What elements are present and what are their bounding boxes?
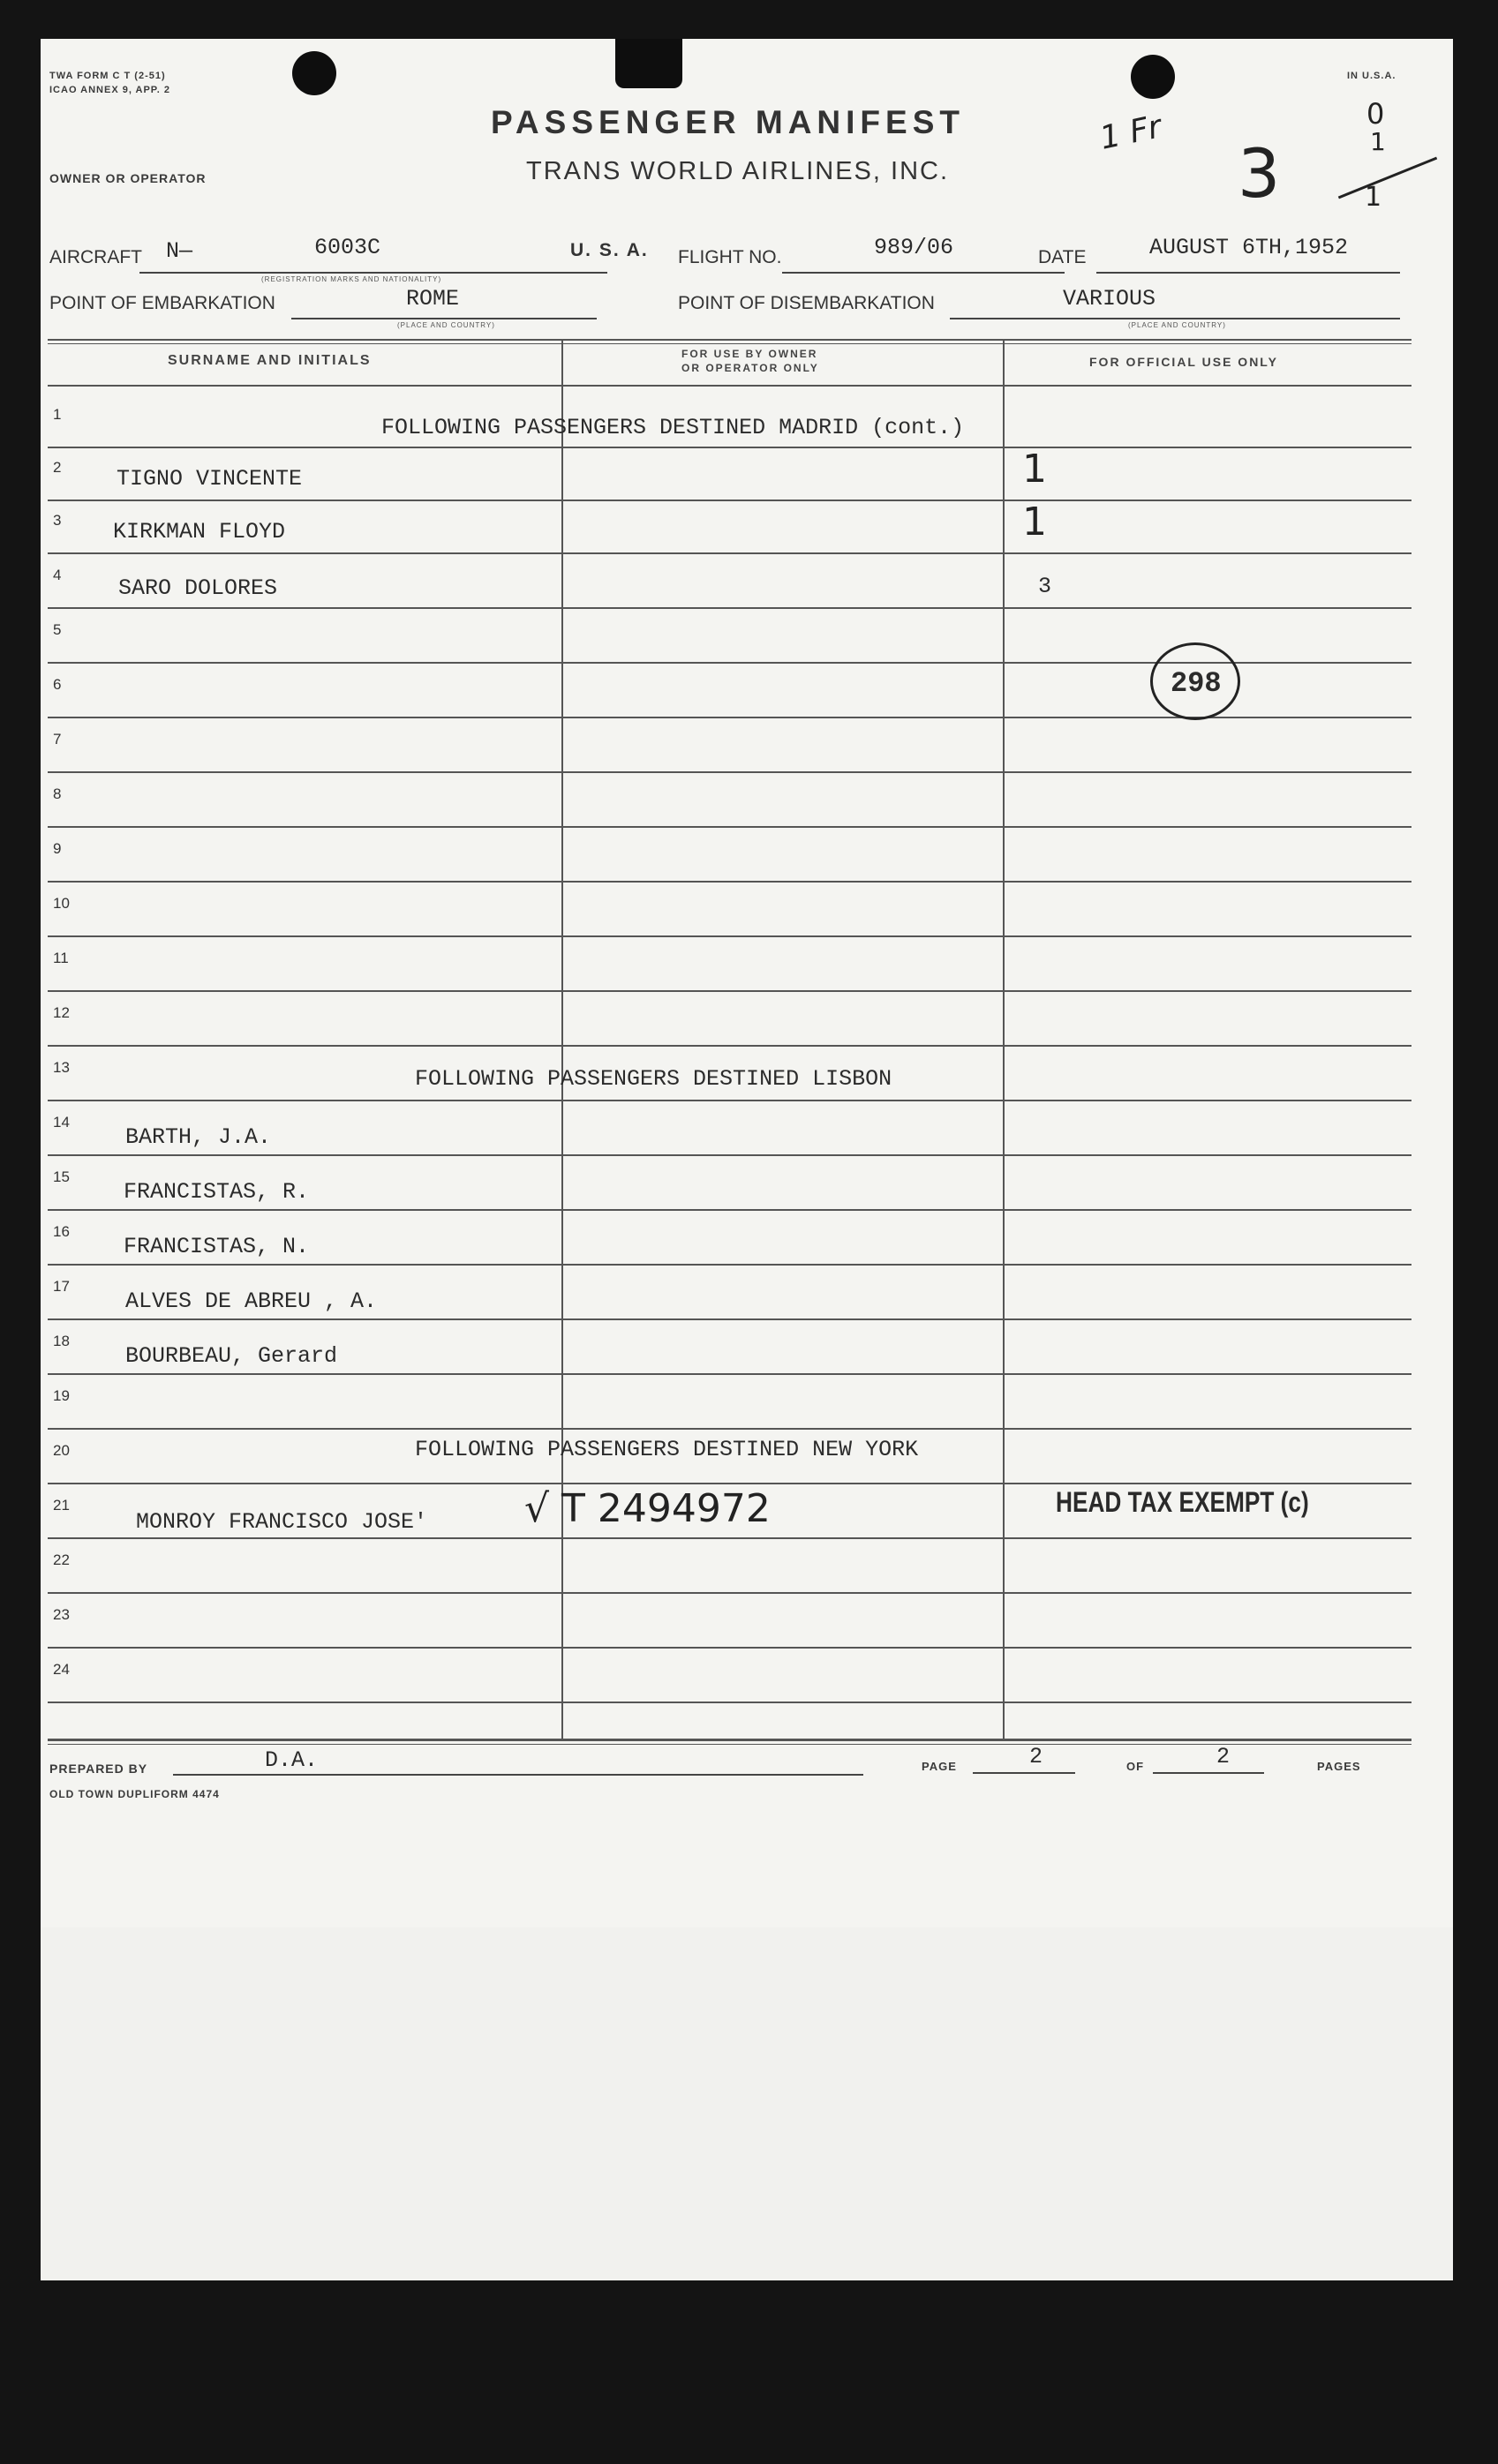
row-line: [48, 881, 1411, 883]
aircraft-registration: 6003C: [314, 235, 381, 260]
disembarkation-label: POINT OF DISEMBARKATION: [678, 293, 935, 313]
row-number: 5: [53, 621, 62, 638]
head-tax-exempt-note: HEAD TAX EXEMPT (c): [1056, 1486, 1309, 1518]
aircraft-underline: [139, 272, 607, 274]
row-number: 6: [53, 676, 62, 693]
table-top-rule-inner: [48, 343, 1411, 344]
form-title: PASSENGER MANIFEST: [491, 104, 965, 140]
of-value: 2: [1216, 1744, 1231, 1769]
row-number: 7: [53, 731, 62, 747]
row-number: 23: [53, 1606, 70, 1623]
row-number: 24: [53, 1661, 70, 1678]
row-line: [48, 1318, 1411, 1320]
official-tally: 3: [1038, 574, 1052, 599]
embarkation-sublabel: (PLACE AND COUNTRY): [397, 321, 495, 329]
corner-fraction-bottom: 1: [1365, 182, 1382, 213]
row-number: 19: [53, 1387, 70, 1404]
form-id-line2: ICAO ANNEX 9, APP. 2: [49, 85, 170, 95]
binding-notch: [615, 39, 682, 88]
row-line: [48, 1264, 1411, 1266]
row-number: 15: [53, 1168, 70, 1185]
date-label: DATE: [1038, 247, 1087, 267]
row-line: [48, 447, 1411, 448]
flight-number: 989/06: [874, 235, 954, 260]
row-number: 8: [53, 785, 62, 802]
passenger-name: FRANCISTAS, N.: [124, 1234, 310, 1259]
airline-name: TRANS WORLD AIRLINES, INC.: [526, 157, 950, 185]
row-line: [48, 1647, 1411, 1649]
prepared-by-underline: [173, 1774, 863, 1776]
disembarkation-sublabel: (PLACE AND COUNTRY): [1128, 321, 1226, 329]
row-line: [48, 990, 1411, 992]
row-number: 14: [53, 1114, 70, 1131]
blank-lower-margin: [41, 1927, 1453, 2280]
section-heading-new-york: FOLLOWING PASSENGERS DESTINED NEW YORK: [415, 1437, 919, 1462]
row-line: [48, 1100, 1411, 1101]
of-underline: [1153, 1772, 1264, 1774]
row-number: 11: [53, 950, 69, 966]
disembarkation-underline: [950, 318, 1400, 319]
column-divider-2: [1003, 339, 1005, 1739]
row-number: 9: [53, 840, 62, 857]
row-line: [48, 1483, 1411, 1484]
table-bottom-rule: [48, 1739, 1411, 1741]
row-number: 16: [53, 1223, 70, 1240]
passenger-name: KIRKMAN FLOYD: [113, 519, 286, 545]
corner-fraction-bar: [1338, 157, 1437, 199]
row-line: [48, 500, 1411, 501]
passenger-name: TIGNO VINCENTE: [117, 466, 303, 492]
aircraft-label: AIRCRAFT: [49, 247, 142, 267]
row-line: [48, 1373, 1411, 1375]
table-bottom-rule-inner: [48, 1744, 1411, 1745]
pages-label: PAGES: [1317, 1760, 1361, 1773]
row-number: 12: [53, 1004, 70, 1021]
row-number: 20: [53, 1442, 70, 1459]
manifest-sheet: [41, 39, 1453, 2280]
passenger-name: SARO DOLORES: [118, 575, 278, 601]
prepared-by-label: PREPARED BY: [49, 1762, 148, 1776]
punch-hole-left: [292, 51, 336, 95]
official-tally: 1: [1022, 500, 1047, 545]
date-value: AUGUST 6TH,1952: [1149, 235, 1349, 260]
aircraft-prefix: N—: [166, 238, 193, 264]
official-tally: 1: [1022, 447, 1047, 492]
row-line: [48, 552, 1411, 554]
row-line: [48, 1209, 1411, 1211]
row-line: [48, 935, 1411, 937]
row-number: 2: [53, 459, 62, 476]
column-head-official: FOR OFFICIAL USE ONLY: [1089, 355, 1278, 369]
passenger-name: ALVES DE ABREU , A.: [125, 1288, 378, 1314]
row-line: [48, 1592, 1411, 1594]
corner-number: 3: [1238, 134, 1281, 213]
row-number: 10: [53, 895, 70, 912]
row-number: 21: [53, 1497, 70, 1514]
page-underline: [973, 1772, 1075, 1774]
row-line: [48, 1537, 1411, 1539]
of-label: OF: [1126, 1760, 1145, 1773]
row-number: 4: [53, 567, 62, 583]
row-line: [48, 1045, 1411, 1047]
row-line: [48, 607, 1411, 609]
page-label: PAGE: [922, 1760, 957, 1773]
corner-fraction-top: 0: [1366, 97, 1385, 131]
section-heading-madrid: FOLLOWING PASSENGERS DESTINED MADRID (cont.): [381, 415, 965, 440]
circled-total-value: 298: [1171, 667, 1222, 700]
passenger-name: BARTH, J.A.: [125, 1124, 272, 1150]
corner-note: 1 Fr: [1096, 109, 1165, 157]
owner-operator-label: OWNER OR OPERATOR: [49, 171, 207, 185]
row-line: [48, 771, 1411, 773]
prepared-by-value: D.A.: [265, 1747, 319, 1773]
column-head-owner-line2: OR OPERATOR ONLY: [681, 362, 819, 374]
form-id-line1: TWA FORM C T (2-51): [49, 71, 166, 81]
printed-in-label: IN U.S.A.: [1347, 71, 1396, 81]
column-head-rule: [48, 385, 1411, 387]
flight-underline: [782, 272, 1065, 274]
embarkation-value: ROME: [406, 286, 460, 312]
nationality: U. S. A.: [570, 240, 649, 260]
passenger-name: FRANCISTAS, R.: [124, 1179, 310, 1205]
date-underline: [1096, 272, 1400, 274]
row-line: [48, 1702, 1411, 1703]
embarkation-label: POINT OF EMBARKATION: [49, 293, 275, 313]
table-top-rule: [48, 339, 1411, 341]
section-heading-lisbon: FOLLOWING PASSENGERS DESTINED LISBON: [415, 1066, 892, 1092]
column-head-owner-line1: FOR USE BY OWNER: [681, 348, 818, 360]
form-number: OLD TOWN DUPLIFORM 4474: [49, 1788, 220, 1800]
row-number: 13: [53, 1059, 70, 1076]
passenger-name: BOURBEAU, Gerard: [125, 1343, 338, 1369]
flight-no-label: FLIGHT NO.: [678, 247, 782, 267]
column-head-surname: SURNAME AND INITIALS: [168, 353, 372, 368]
punch-hole-right: [1131, 55, 1175, 99]
corner-fraction-mid: 1: [1370, 127, 1386, 156]
row-line: [48, 1428, 1411, 1430]
row-number: 3: [53, 512, 62, 529]
passenger-name: MONROY FRANCISCO JOSE': [136, 1509, 428, 1535]
owner-use-entry: √ T 2494972: [524, 1486, 771, 1531]
row-number: 1: [53, 406, 62, 423]
aircraft-sublabel: (REGISTRATION MARKS AND NATIONALITY): [261, 275, 442, 283]
row-number: 22: [53, 1551, 70, 1568]
row-number: 17: [53, 1278, 70, 1295]
disembarkation-value: VARIOUS: [1063, 286, 1156, 312]
page-value: 2: [1029, 1744, 1043, 1769]
row-number: 18: [53, 1333, 70, 1349]
row-line: [48, 826, 1411, 828]
embarkation-underline: [291, 318, 597, 319]
row-line: [48, 1154, 1411, 1156]
